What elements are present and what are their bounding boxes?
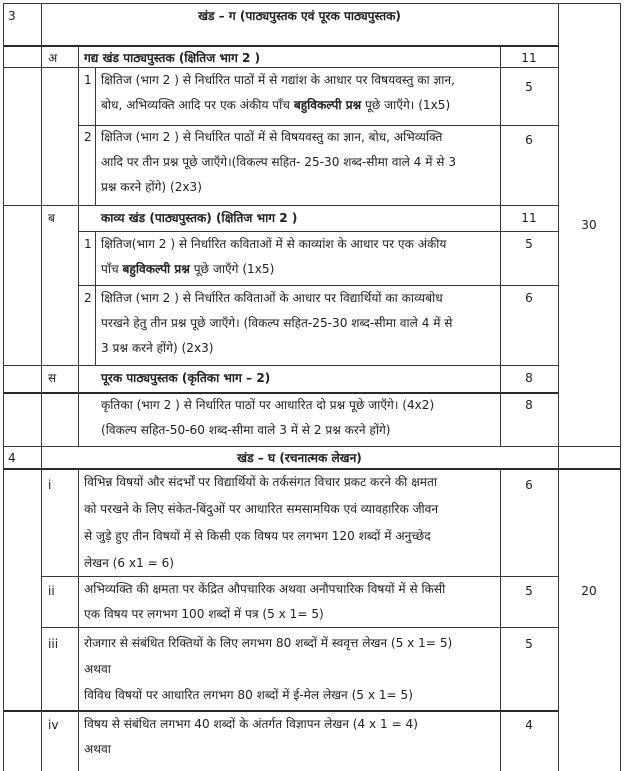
section-number: 3: [8, 9, 16, 23]
row-divider: [78, 285, 558, 286]
subsection-title: पूरक पाठ्यपुस्तक (कृतिका भाग – 2): [101, 371, 271, 385]
item-text-line: (विकल्प सहित-50-60 शब्द-सीमा वाले 3 में से 2 प्रश्न करने होंगे): [101, 423, 391, 437]
column-divider: [95, 231, 96, 365]
row-divider: [3, 710, 558, 712]
item-text-line: परखने हेतु तीन प्रश्न पूछे जाएँगे। (विकल्प सहित-25-30 शब्द-सीमा वाले 4 में से: [101, 316, 453, 330]
item-text-line: एक विषय पर लगभग 100 शब्दों में पत्र (5 x 1= 5): [84, 607, 324, 621]
item-text-line: अथवा: [84, 662, 111, 676]
row-divider: [41, 627, 558, 628]
item-number: 2: [84, 130, 92, 144]
subsection-marks: 11: [521, 51, 537, 65]
subsection-letter: ब: [48, 211, 55, 225]
item-roman: iii: [48, 637, 59, 651]
row-divider: [3, 365, 558, 366]
item-text-line: को परखने के लिए संकेत-बिंदुओं पर आधारित समसामयिक एवं व्यावहारिक जीवन: [84, 502, 439, 516]
table-border-left: [3, 3, 4, 771]
row-divider: [41, 576, 558, 577]
table-border-right: [620, 3, 621, 771]
item-roman: iv: [48, 718, 59, 732]
section-heading: खंड – ग (पाठ्यपुस्तक एवं पूरक पाठ्यपुस्तक): [198, 9, 401, 23]
row-divider: [3, 205, 558, 206]
item-text-line: लेखन (6 x1 = 6): [84, 556, 174, 570]
column-divider: [78, 45, 79, 446]
item-text-line: बोध, अभिव्यक्ति आदि पर एक अंकीय पाँच बहुविकल्पी प्रश्न पूछे जाएँगे। (1x5): [101, 98, 451, 112]
row-divider: [78, 231, 558, 232]
item-text-line: पाँच बहुविकल्पी प्रश्न पूछे जाएँगे (1x5): [101, 262, 275, 276]
item-text-line: अभिव्यक्ति की क्षमता पर केंद्रित औपचारिक अथवा अनौपचारिक विषयों में से किसी: [84, 582, 446, 596]
item-text-line: क्षितिज (भाग 2 ) से निर्धारित पाठों में से विषयवस्तु का ज्ञान, बोध, अभिव्यक्ति: [101, 130, 443, 144]
item-marks: 5: [525, 80, 533, 94]
item-text-line: क्षितिज(भाग 2 ) से निर्धारित कविताओं में से काव्यांश के आधार पर एक अंकीय: [101, 237, 447, 251]
subsection-letter: स: [48, 371, 57, 385]
item-roman: ii: [48, 584, 55, 598]
section-total-marks: 20: [581, 584, 597, 598]
item-text-line: विविध विषयों पर आधारित लगभग 80 शब्दों में ई-मेल लेखन (5 x 1= 5): [84, 688, 413, 702]
subsection-title: गद्य खंड पाठ्यपुस्तक (क्षितिज भाग 2 ): [84, 51, 261, 65]
column-divider: [78, 468, 79, 771]
item-text-line: क्षितिज (भाग 2 ) से निर्धारित कविताओं के आधार पर विद्यार्थियों का काव्यबोध: [101, 291, 443, 305]
item-number: 1: [84, 237, 92, 251]
item-marks: 4: [525, 718, 533, 732]
item-text-line: प्रश्न करने होंगे) (2x3): [101, 180, 202, 194]
section-total-marks: 30: [581, 218, 597, 232]
column-divider: [95, 67, 96, 205]
table-border-top: [3, 3, 621, 4]
item-number: 2: [84, 291, 92, 305]
item-text-line: विभिन्न विषयों और संदर्भों पर विद्यार्थियों के तर्कसंगत विचार प्रकट करने की क्षमता: [84, 475, 438, 489]
item-text-line: क्षितिज (भाग 2 ) से निर्धारित पाठों में से गद्यांश के आधार पर विषयवस्तु का ज्ञान,: [101, 73, 455, 87]
subsection-marks: 8: [525, 371, 533, 385]
item-marks: 5: [525, 237, 533, 251]
subsection-marks: 11: [521, 211, 537, 225]
item-text-line: आदि पर तीन प्रश्न पूछे जाएँगे।(विकल्प सहित- 25-30 शब्द-सीमा वाले 4 में से 3: [101, 155, 457, 169]
item-text-line: कृतिका (भाग 2 ) से निर्धारित पाठों पर आधारित दो प्रश्न पूछे जाएँगे। (4x2): [101, 398, 435, 412]
item-text-line: से जुड़े हुए तीन विषयों में से किसी एक विषय पर लगभग 120 शब्दों में अनुच्छेद: [84, 529, 431, 543]
section-heading: खंड – घ (रचनात्मक लेखन): [237, 451, 362, 465]
subsection-letter: अ: [48, 51, 58, 65]
item-marks: 6: [525, 291, 533, 305]
column-divider: [41, 3, 42, 771]
item-marks: 5: [525, 637, 533, 651]
item-marks: 6: [525, 133, 533, 147]
item-text-line: विषय से संबंधित लगभग 40 शब्दों के अंतर्गत विज्ञापन लेखन (4 x 1 = 4): [84, 717, 418, 731]
column-divider: [558, 3, 559, 771]
item-roman: i: [48, 478, 52, 492]
section-number: 4: [8, 451, 16, 465]
subsection-title: काव्य खंड (पाठ्यपुस्तक) (क्षितिज भाग 2 ): [101, 211, 298, 225]
item-text-line: 3 प्रश्न करने होंगे) (2x3): [101, 341, 214, 355]
item-marks: 8: [525, 398, 533, 412]
item-number: 1: [84, 73, 92, 87]
item-text-line: अथवा: [84, 742, 111, 756]
item-marks: 5: [525, 584, 533, 598]
item-text-line: रोजगार से संबंधित रिक्तियों के लिए लगभग 80 शब्दों में स्ववृत्त लेखन (5 x 1= 5): [84, 636, 453, 650]
item-marks: 6: [525, 478, 533, 492]
